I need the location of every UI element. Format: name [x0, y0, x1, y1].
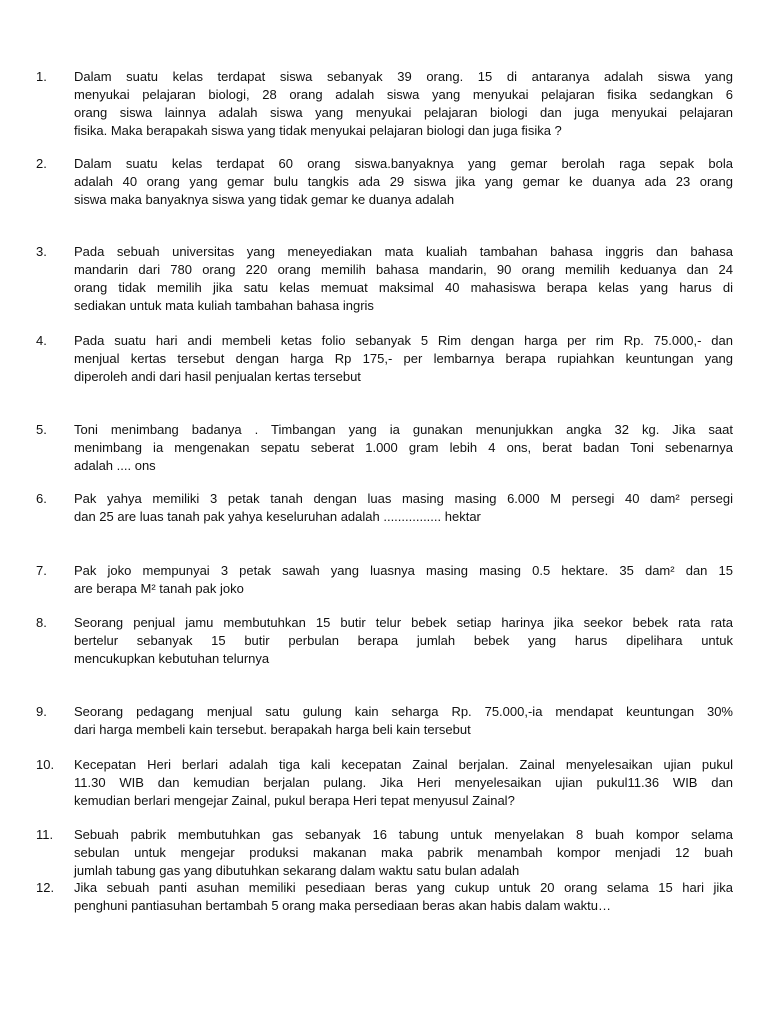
- question-number: 9.: [36, 704, 47, 719]
- text-line: sebulan untuk mengejar produksi makanan maka pabrik menambah kompor menjadi 12 buah: [74, 845, 733, 860]
- text-line: jumlah tabung gas yang dibutuhkan sekarang dalam waktu satu bulan adalah: [74, 863, 520, 878]
- text-line: Pada sebuah universitas yang meneyediakan mata kualiah tambahan bahasa inggris dan bahasa: [74, 244, 733, 259]
- text-line: menyukai pelajaran biologi, 28 orang adalah siswa yang menyukai pelajaran fisika sedangkan 6: [74, 87, 733, 102]
- question-text: [74, 562, 733, 598]
- text-line: 11.30 WIB dan kemudian berjalan pulang. Jika Heri menyelesaikan ujian pukul11.36 WIB dan: [74, 775, 733, 790]
- question-number: 7.: [36, 563, 47, 578]
- question-number: 5.: [36, 422, 47, 437]
- text-line: orang tidak memilih jika satu kelas memuat maksimal 40 mahasiswa berapa kelas yang harus di: [74, 280, 733, 295]
- text-line: menjual kertas tersebut dengan harga Rp 175,- per lembarnya berapa rupiahkan keuntungan yang: [74, 351, 733, 366]
- text-line: kemudian berlari mengejar Zainal, pukul berapa Heri tepat menyusul Zainal?: [74, 793, 515, 808]
- question-number: 10.: [36, 757, 55, 772]
- text-line: Pak yahya memiliki 3 petak tanah dengan luas masing masing 6.000 M persegi 40 dam² persegi: [74, 491, 733, 506]
- question-text: [74, 490, 733, 526]
- text-line: menimbang ia mengenakan sepatu seberat 1.000 gram lebih 4 ons, berat badan Toni sebenarnya: [74, 440, 733, 455]
- text-line: bertelur sebanyak 15 butir perbulan berapa jumlah bebek yang harus dipelihara untuk: [74, 633, 733, 648]
- question-number: 3.: [36, 244, 47, 259]
- text-line: siswa maka banyaknya siswa yang tidak gemar ke duanya adalah: [74, 192, 455, 207]
- text-line: diperoleh andi dari hasil penjualan kertas tersebut: [74, 369, 361, 384]
- text-line: dari harga membeli kain tersebut. berapakah harga beli kain tersebut: [74, 722, 471, 737]
- text-line: Pak joko mempunyai 3 petak sawah yang luasnya masing masing 0.5 hektare. 35 dam² dan 15: [74, 563, 733, 578]
- question-number: 12.: [36, 880, 55, 895]
- question-text: [74, 68, 733, 140]
- text-line: orang siswa lainnya adalah siswa yang menyukai pelajaran biologi dan juga menyukai pelajaran: [74, 105, 733, 120]
- question-number: 8.: [36, 615, 47, 630]
- question-text: [74, 879, 733, 915]
- text-line: Seorang pedagang menjual satu gulung kain seharga Rp. 75.000,-ia mendapat keuntungan 30%: [74, 704, 733, 719]
- question-number: 4.: [36, 333, 47, 348]
- text-line: adalah 40 orang yang gemar bulu tangkis ada 29 siswa jika yang gemar ke duanya ada 23 orang: [74, 174, 733, 189]
- text-line: mencukupkan kebutuhan telurnya: [74, 651, 270, 666]
- question-number: 11.: [36, 827, 54, 842]
- text-line: are berapa M² tanah pak joko: [74, 581, 244, 596]
- question-text: [74, 332, 733, 386]
- text-line: adalah .... ons: [74, 458, 156, 473]
- text-line: Dalam suatu kelas terdapat siswa sebanyak 39 orang. 15 di antaranya adalah siswa yang: [74, 69, 733, 84]
- question-text: [74, 421, 733, 475]
- text-line: mandarin dari 780 orang 220 orang memilih bahasa mandarin, 90 orang memilih keduanya dan 24: [74, 262, 733, 277]
- question-text: [74, 756, 733, 810]
- question-text: [74, 614, 733, 668]
- text-line: fisika. Maka berapakah siswa yang tidak menyukai pelajaran biologi dan juga fisika ?: [74, 123, 562, 138]
- text-line: sediakan untuk mata kuliah tambahan bahasa ingris: [74, 298, 374, 313]
- text-line: Sebuah pabrik membutuhkan gas sebanyak 16 tabung untuk menyelakan 8 buah kompor selama: [74, 827, 733, 842]
- text-line: dan 25 are luas tanah pak yahya keseluruhan adalah ................ hektar: [74, 509, 481, 524]
- text-line: Jika sebuah panti asuhan memiliki pesediaan beras yang cukup untuk 20 orang selama 15 hari jika: [74, 880, 733, 895]
- question-text: [74, 243, 733, 315]
- text-line: Toni menimbang badanya . Timbangan yang ia gunakan menunjukkan angka 32 kg. Jika saat: [74, 422, 733, 437]
- text-line: Seorang penjual jamu membutuhkan 15 butir telur bebek setiap harinya jika seekor bebek rata rata: [74, 615, 733, 630]
- text-line: Dalam suatu kelas terdapat 60 orang siswa.banyaknya yang gemar berolah raga sepak bola: [74, 156, 733, 171]
- question-text: [74, 826, 733, 880]
- question-number: 1.: [36, 69, 47, 84]
- text-line: penghuni pantiasuhan bertambah 5 orang maka persediaan beras akan habis dalam waktu…: [74, 898, 611, 913]
- question-number: 2.: [36, 156, 47, 171]
- question-number: 6.: [36, 491, 47, 506]
- question-text: [74, 155, 733, 209]
- text-line: Kecepatan Heri berlari adalah tiga kali kecepatan Zainal berjalan. Zainal menyelesaikan ujian pukul: [74, 757, 733, 772]
- text-line: Pada suatu hari andi membeli ketas folio sebanyak 5 Rim dengan harga per rim Rp. 75.000,- dan: [74, 333, 733, 348]
- question-text: [74, 703, 733, 739]
